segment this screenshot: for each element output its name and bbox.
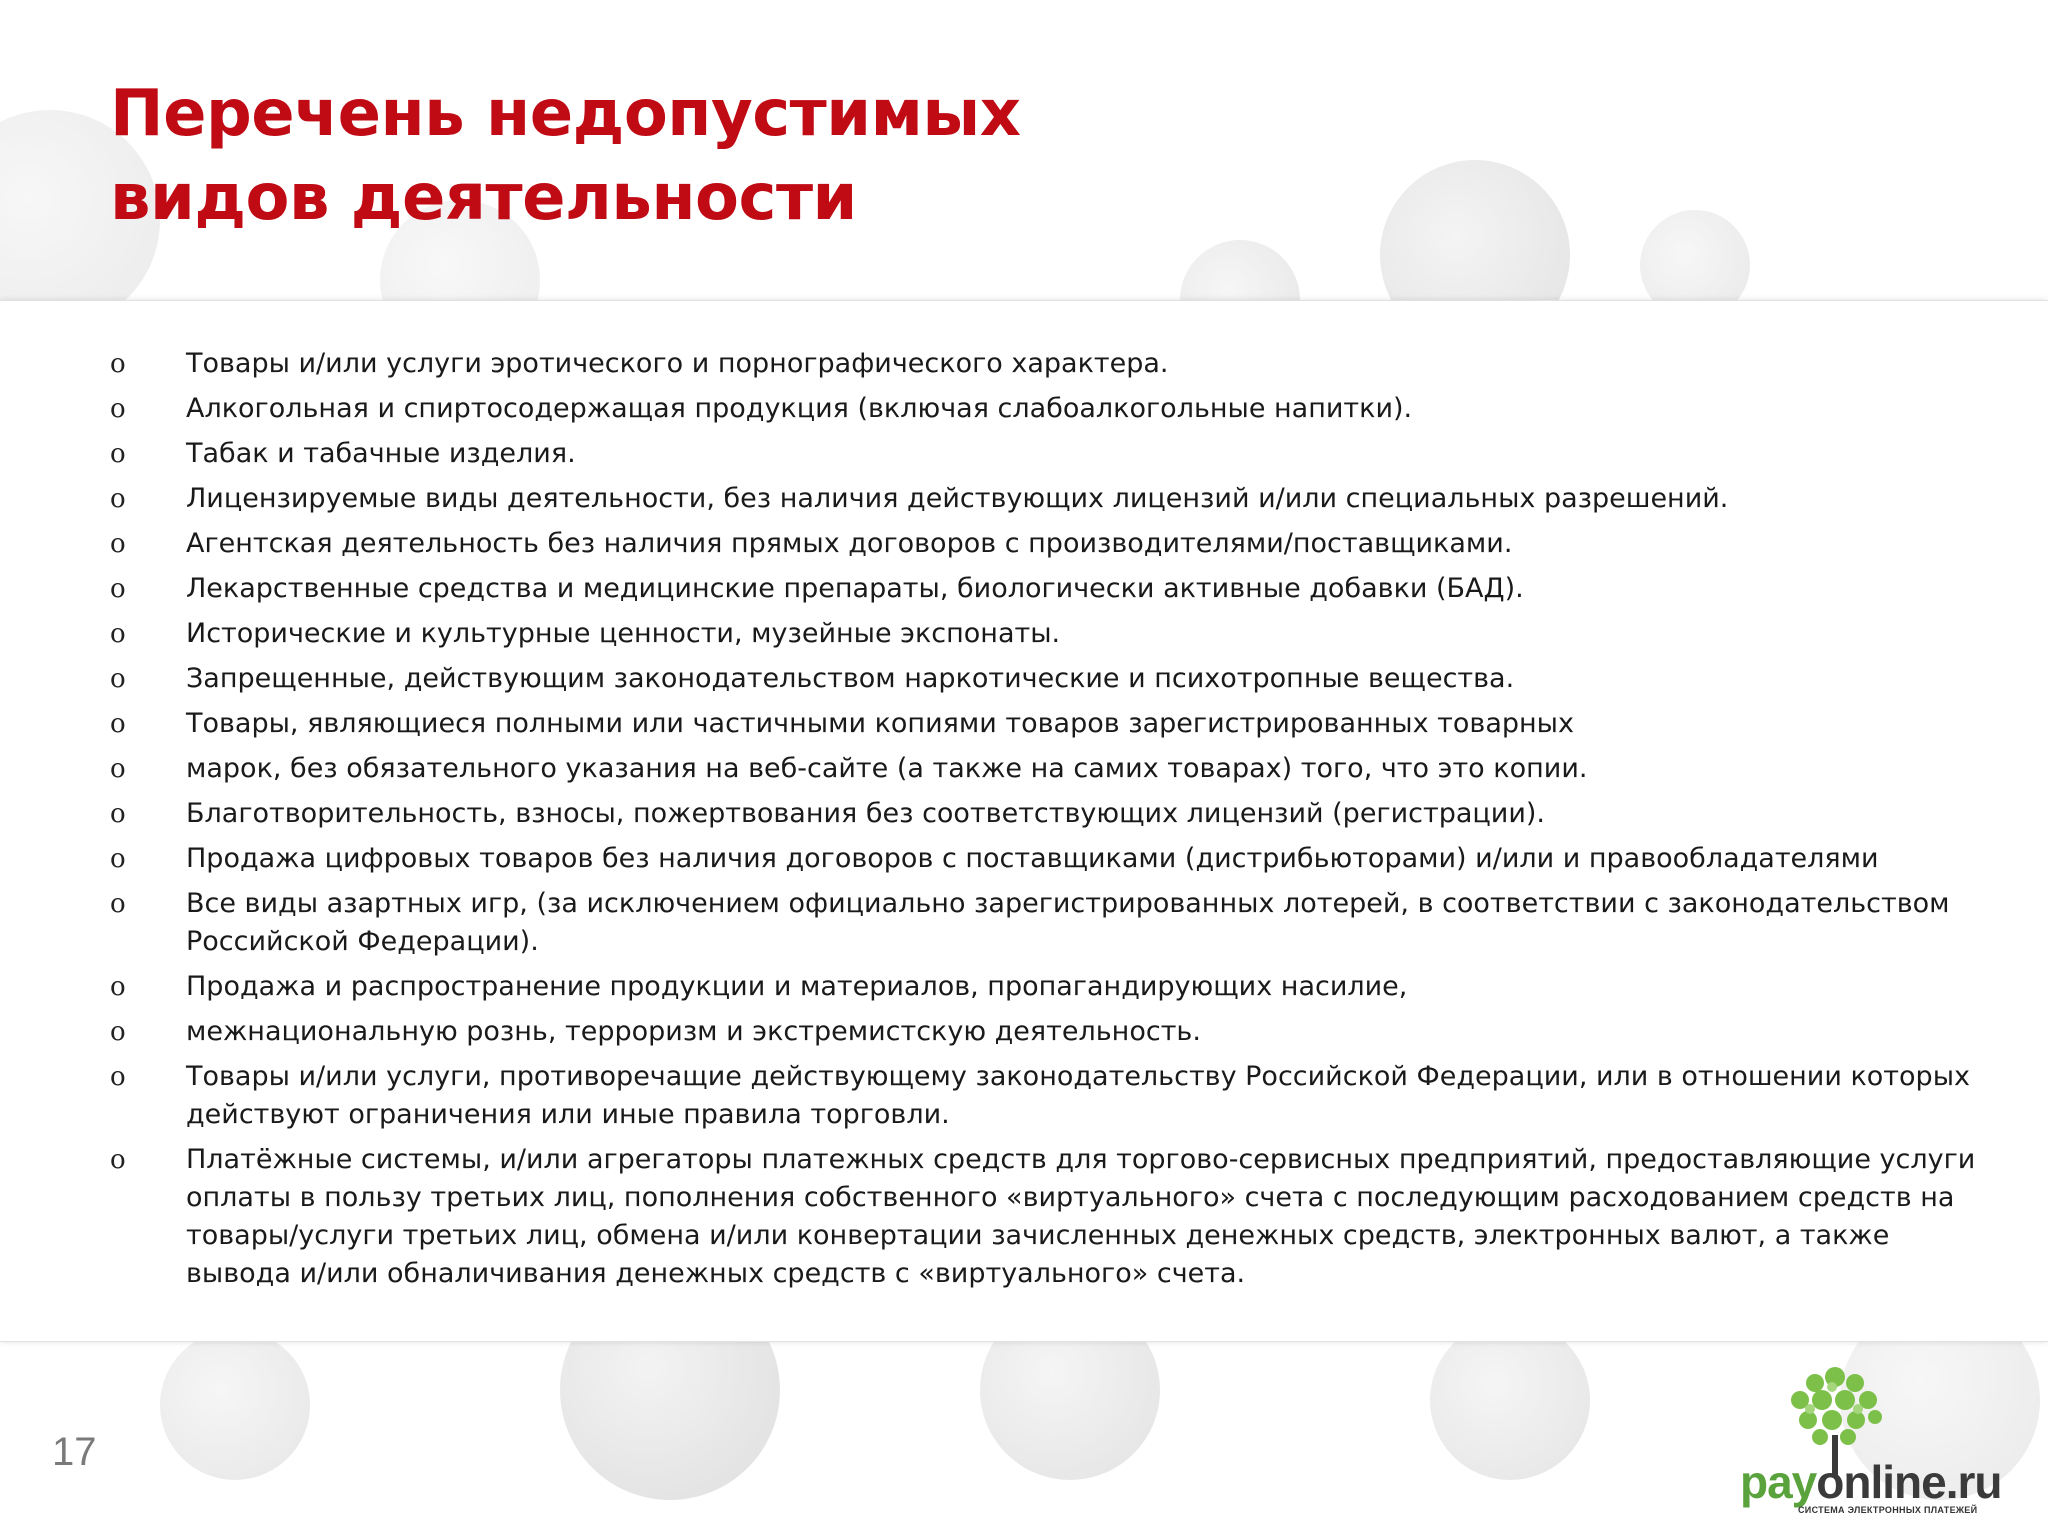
slide-title — [110, 72, 1021, 240]
list-item-text: Исторические и культурные ценности, музейные экспонаты. — [186, 618, 1061, 649]
list-item-text: Товары, являющиеся полными или частичными копиями товаров зарегистрированных товарных — [186, 708, 1574, 739]
list-item-text: Товары и/или услуги, противоречащие действующему законодательству Российской Федерации, или в отношении которых действуют ограничения или иные правила торговли. — [186, 1061, 1970, 1130]
list-item-text: Лекарственные средства и медицинские препараты, биологически активные добавки (БАД). — [186, 573, 1524, 604]
list-item — [110, 480, 1990, 518]
list-item — [110, 390, 1990, 428]
list-item-text: Алкогольная и спиртосодержащая продукция (включая слабоалкогольные напитки). — [186, 393, 1413, 424]
list-bullet-icon: o — [110, 844, 126, 874]
list-item — [110, 525, 1990, 563]
list-bullet-icon: o — [110, 574, 126, 604]
list-item — [110, 1058, 1990, 1134]
list-item-text: Продажа цифровых товаров без наличия договоров с поставщиками (дистрибьюторами) и/или и правообладателями — [186, 843, 1879, 874]
logo-tagline: СИСТЕМА ЭЛЕКТРОННЫХ ПЛАТЕЖЕЙ — [1798, 1505, 1978, 1515]
list-item-text: марок, без обязательного указания на веб-сайте (а также на самих товарах) того, что это копии. — [186, 753, 1588, 784]
list-bullet-icon: o — [110, 972, 126, 1002]
list-item-text: Продажа и распространение продукции и материалов, пропагандирующих насилие, — [186, 971, 1408, 1002]
list-item-text: Табак и табачные изделия. — [186, 438, 576, 469]
list-item — [110, 1013, 1990, 1051]
title-line-2: видов деятельности — [110, 161, 857, 235]
list-item — [110, 705, 1990, 743]
list-item — [110, 660, 1990, 698]
list-bullet-icon: o — [110, 799, 126, 829]
bubble-decoration — [1430, 1320, 1590, 1480]
list-bullet-icon: o — [110, 1017, 126, 1047]
list-bullet-icon: o — [110, 394, 126, 424]
logo-pay-text: pay — [1740, 1456, 1817, 1508]
list-item — [110, 435, 1990, 473]
list-item-text: Товары и/или услуги эротического и порнографического характера. — [186, 348, 1169, 379]
list-item — [110, 795, 1990, 833]
list-bullet-icon: o — [110, 1062, 126, 1092]
list-item-text: Все виды азартных игр, (за исключением официально зарегистрированных лотерей, в соответствии с законодательством Российской Федерации). — [186, 888, 1950, 957]
list-item-text: межнациональную рознь, терроризм и экстремистскую деятельность. — [186, 1016, 1201, 1047]
list-bullet-icon: o — [110, 619, 126, 649]
list-bullet-icon: o — [110, 889, 126, 919]
restricted-activities-list — [110, 345, 1990, 1300]
list-item — [110, 968, 1990, 1006]
bubble-decoration — [160, 1330, 310, 1480]
list-item — [110, 345, 1990, 383]
list-bullet-icon: o — [110, 754, 126, 784]
list-item-text: Платёжные системы, и/или агрегаторы платежных средств для торгово-сервисных предприятий, предоставляющие услуги оплаты в пользу третьих лиц, пополнения собственного «виртуального» счета с последующим расходованием средств на товары/услуги третьих лиц, обмена и/или конвертации зачисленных денежных средств, электронных валют, а также вывода и/или обналичивания денежных средств с «виртуального» счета. — [186, 1144, 1976, 1289]
list-bullet-icon: o — [110, 1145, 126, 1175]
list-bullet-icon: o — [110, 529, 126, 559]
list-item — [110, 570, 1990, 608]
list-item-text: Агентская деятельность без наличия прямых договоров с производителями/поставщиками. — [186, 528, 1513, 559]
list-item — [110, 840, 1990, 878]
list-bullet-icon: o — [110, 349, 126, 379]
logo-online-text: online.ru — [1816, 1456, 2002, 1508]
list-item — [110, 1141, 1990, 1293]
list-bullet-icon: o — [110, 439, 126, 469]
list-bullet-icon: o — [110, 709, 126, 739]
logo-wordmark — [1740, 1455, 2002, 1509]
list-bullet-icon: o — [110, 484, 126, 514]
payonline-logo — [1740, 1355, 2002, 1525]
list-item-text: Благотворительность, взносы, пожертвования без соответствующих лицензий (регистрации). — [186, 798, 1546, 829]
list-item — [110, 615, 1990, 653]
title-line-1: Перечень недопустимых — [110, 77, 1021, 151]
page-number: 17 — [52, 1430, 97, 1474]
list-bullet-icon: o — [110, 664, 126, 694]
list-item-text: Лицензируемые виды деятельности, без наличия действующих лицензий и/или специальных разрешений. — [186, 483, 1729, 514]
list-item — [110, 885, 1990, 961]
list-item-text: Запрещенные, действующим законодательством наркотические и психотропные вещества. — [186, 663, 1515, 694]
list-item — [110, 750, 1990, 788]
